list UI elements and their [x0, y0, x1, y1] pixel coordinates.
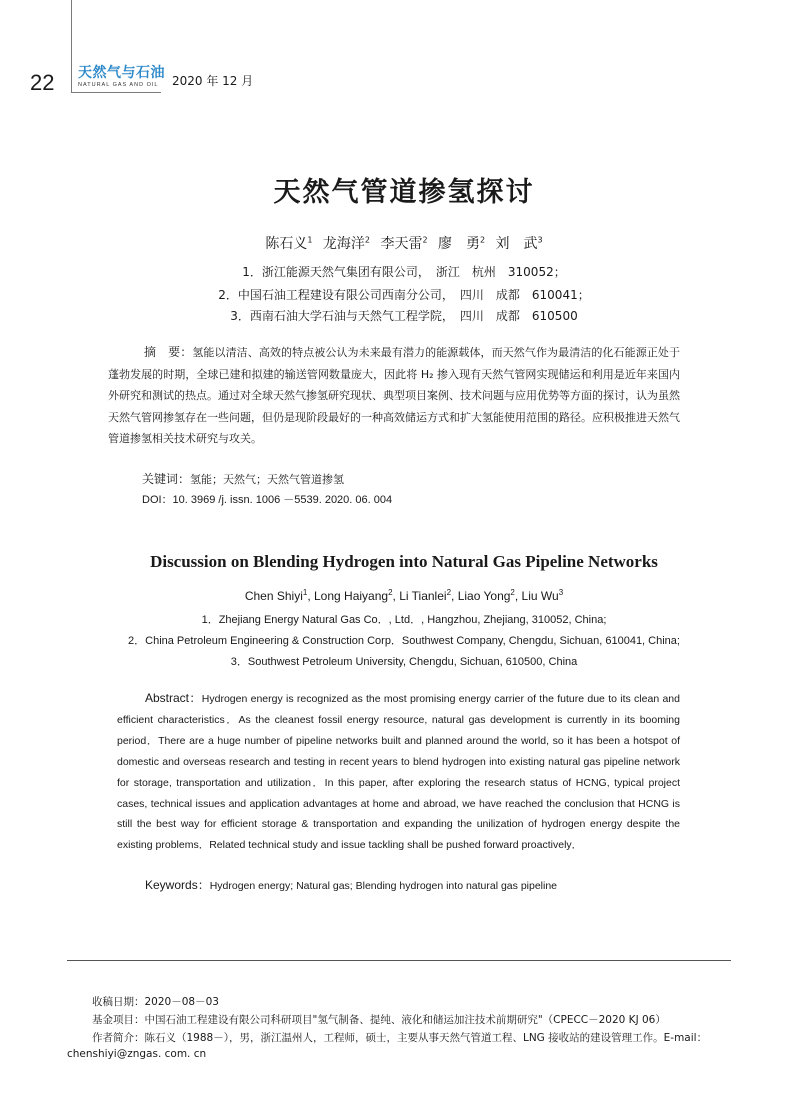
issue-date: 2020 年 12 月: [172, 74, 254, 88]
en-abstract-text: Hydrogen energy is recognized as the most promising energy carrier of the future due to its clean and efficient characteristics．As the cleanest fossil energy resource, natural gas development is currently in its booming period．There are a huge number of pipeline networks built and planned around the world, so it has been a hotspot of domestic and overseas research and testing in recent years to blend hydrogen into existing natural gas pipeline network for storage, transportation and utilization．In this paper, after exploring the research status of HCNG, typical project cases, technical issues and application advantages at home and abroad, we have reached the conclusion that HCNG is still the best way for efficient storage & transportation and expanding the unilization of hydrogen energy despite the existing problems．Related technical study and issue tackling shall be pushed forward proactively．: [117, 693, 680, 852]
en-affiliation: 2．China Petroleum Engineering & Construction Corp．Southwest Company, Chengdu, Sichuan, 610041, China;: [128, 635, 680, 647]
journal-logo: 天然气与石油: [78, 65, 165, 81]
header-vertical-rule: [71, 0, 72, 92]
cn-abstract-text: 氢能以清洁、高效的特点被公认为未来最有潜力的能源载体，而天然气作为最清洁的化石能源正处于蓬勃发展的时期，全球已建和拟建的输送管网数量庞大，因此将 H₂ 掺入现有天然气管网实现储运和利用是近年来国内外研究和测试的热点。通过对全球天然气掺氢研究现状、典型项目案例、技术问题与应用优势等方面的探讨，认为虽然天然气管网掺氢存在一些问题，但仍是现阶段最好的一种高效储运方式和扩大氢能使用范围的路径。应积极推进天然气管道掺氢相关技术研究与攻关。: [108, 346, 680, 446]
footnote-fund: 基金项目：中国石油工程建设有限公司科研项目"氢气制备、提纯、液化和储运加注技术前期研究"（CPECC－2020 KJ 06）: [92, 1014, 666, 1026]
header-horizontal-rule: [71, 92, 161, 93]
en-keywords-text: Hydrogen energy; Natural gas; Blending hydrogen into natural gas pipeline: [209, 880, 558, 892]
cn-keywords: [142, 470, 344, 487]
en-author: Liu Wu$^3$: [521, 588, 564, 603]
cn-affiliation: 3．西南石油大学石油与天然气工程学院， 四川 成都 610500: [230, 309, 578, 323]
en-affiliation: 1．Zhejiang Energy Natural Gas Co．, Ltd．, Hangzhou, Zhejiang, 310052, China;: [201, 614, 607, 626]
cn-keywords-label: 关键词：: [142, 472, 191, 486]
doi: DOI：10. 3969 /j. issn. 1006 －5539. 2020. 06. 004: [142, 494, 393, 506]
cn-title: 天然气管道掺氢探讨: [273, 177, 535, 208]
cn-affiliation: 1．浙江能源天然气集团有限公司， 浙江 杭州 310052；: [242, 265, 566, 279]
journal-logo-english: NATURAL GAS AND OIL: [78, 82, 159, 88]
cn-author: 刘 武$^3$: [495, 235, 543, 252]
cn-abstract-label: 摘 要：: [144, 345, 193, 359]
cn-author: 廖 勇$^2$: [438, 235, 486, 252]
footnote-received: 收稿日期：2020－08－03: [92, 996, 219, 1008]
cn-abstract: [108, 342, 680, 450]
en-author: Liao Yong$^2$: [457, 588, 515, 603]
en-author: Li Tianlei$^2$: [399, 588, 452, 603]
cn-author: 陈石义$^1$: [265, 235, 313, 252]
cn-author: 李天雷$^2$: [380, 235, 428, 252]
page-number: 22: [30, 70, 55, 95]
cn-affiliation: 2．中国石油工程建设有限公司西南分公司， 四川 成都 610041；: [218, 288, 590, 302]
footnote-rule: [67, 960, 731, 961]
en-author: Chen Shiyi$^1$: [244, 588, 308, 603]
en-abstract: [117, 688, 680, 856]
footnote-bio: 作者简介：陈石义（1988－），男，浙江温州人，工程师，硕士，主要从事天然气管道工程、LNG 接收站的建设管理工作。E-mail：: [92, 1032, 708, 1044]
en-author-list: Chen Shiyi$^1$, Long Haiyang$^2$, Li Tianlei$^2$, Liao Yong$^2$, Liu Wu$^3$: [244, 588, 564, 603]
en-abstract-label: Abstract：: [145, 691, 202, 705]
en-affiliation: 3．Southwest Petroleum University, Chengdu, Sichuan, 610500, China: [230, 656, 578, 668]
en-title: Discussion on Blending Hydrogen into Natural Gas Pipeline Networks: [150, 552, 658, 571]
en-author: Long Haiyang$^2$: [314, 588, 393, 603]
en-keywords: [145, 876, 557, 893]
cn-author: 龙海洋$^2$: [322, 235, 370, 252]
en-keywords-label: Keywords：: [145, 878, 210, 892]
author-email: chenshiyi@zngas. com. cn: [67, 1048, 207, 1060]
cn-keywords-text: 氢能；天然气；天然气管道掺氢: [190, 473, 345, 486]
cn-author-list: [0, 233, 808, 253]
